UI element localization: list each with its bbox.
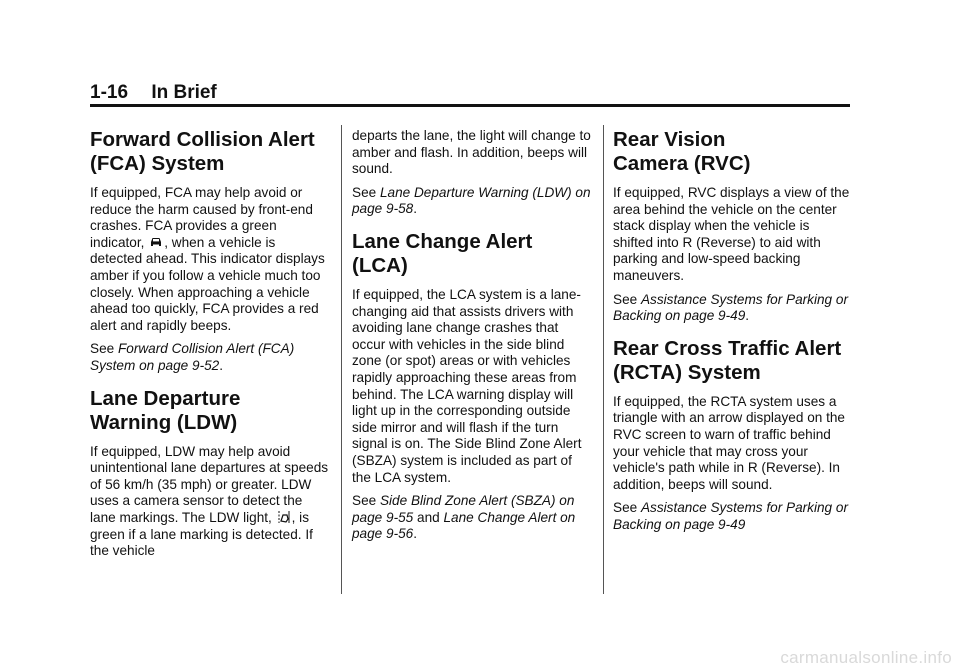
page-number: 1-16: [90, 82, 129, 103]
page-header: [90, 82, 850, 104]
rvc-reference: See Assistance Systems for Parking or Backing on page 9-49.: [613, 291, 848, 324]
sbza-link[interactable]: Side Blind Zone Alert (SBZA) on page 9-55: [352, 493, 575, 525]
column-1: [90, 128, 330, 567]
ldw-heading: Lane Departure Warning (LDW): [90, 386, 241, 434]
section-title: In Brief: [151, 82, 217, 103]
ldw-body: If equipped, LDW may help avoid unintentional lane departures at speeds of 56 km/h (35 mph) or greater. LDW uses a camera sensor to detect the lane markings. The LDW light, , is green if a lane marking is detected. If the vehicle: [90, 443, 329, 559]
column-divider: [341, 125, 342, 594]
rcta-reference: See Assistance Systems for Parking or Backing on page 9-49: [613, 500, 848, 532]
lca-link[interactable]: Lane Change Alert on page 9-56: [352, 509, 576, 542]
rvc-link[interactable]: Assistance Systems for Parking or Backing on page 9-49: [613, 291, 848, 324]
ldw-reference: See Lane Departure Warning (LDW) on page 9-58.: [352, 184, 591, 217]
column-divider: [603, 125, 604, 594]
ldw-body-continued: departs the lane, the light will change to amber and flash. In addition, beeps will sound.: [352, 128, 591, 177]
lane-departure-icon: [277, 510, 291, 524]
rcta-link[interactable]: Assistance Systems for Parking or Backing on page 9-49: [613, 500, 848, 532]
rvc-body: If equipped, RVC displays a view of the area behind the vehicle on the center stack display when the vehicle is shifted into R (Reverse) to aid with parking and low-speed backing maneuvers.: [613, 185, 850, 283]
rcta-body: If equipped, the RCTA system uses a triangle with an arrow displayed on the RVC screen to warn of traffic behind your vehicle that may cross your vehicle's path while in R (Reverse). In addition, beeps will sound.: [613, 393, 845, 492]
column-2: [352, 128, 592, 550]
fca-link[interactable]: Forward Collision Alert (FCA) System on page 9-52: [90, 341, 295, 373]
lca-body: If equipped, the LCA system is a lane-changing aid that assists drivers with avoiding lane change crashes that occur with vehicles in the side blind zone (or spot) areas or with vehicles rapidly approaching these areas from behind. The LCA warning display will light up in the corresponding outside side mirror and will flash if the turn signal is on. The Side Blind Zone Alert (SBZA) system is included as part of the LCA system.: [352, 286, 582, 485]
column-3: [613, 128, 853, 541]
fca-body: If equipped, FCA may help avoid or reduce the harm caused by front-end crashes. FCA provides a green indicator, , when a vehicle is detected ahead. This indicator displays amber if you follow a vehicle much too closely. When approaching a vehicle ahead too quickly, FCA provides a red alert and rapidly beeps.: [90, 185, 325, 333]
lca-reference: See Side Blind Zone Alert (SBZA) on page 9-55 and Lane Change Alert on page 9-56.: [352, 493, 576, 542]
fca-reference: See Forward Collision Alert (FCA) System on page 9-52.: [90, 341, 295, 373]
lca-heading: Lane Change Alert (LCA): [352, 229, 533, 277]
rvc-heading: Rear Vision Camera (RVC): [613, 128, 751, 175]
watermark: carmanualsonline.info: [780, 648, 952, 667]
rcta-heading: Rear Cross Traffic Alert (RCTA) System: [613, 336, 842, 384]
fca-heading: Forward Collision Alert (FCA) System: [90, 128, 315, 175]
ldw-link[interactable]: Lane Departure Warning (LDW) on page 9-58: [352, 184, 591, 217]
vehicle-ahead-icon: [149, 235, 163, 249]
header-rule: [90, 104, 850, 107]
